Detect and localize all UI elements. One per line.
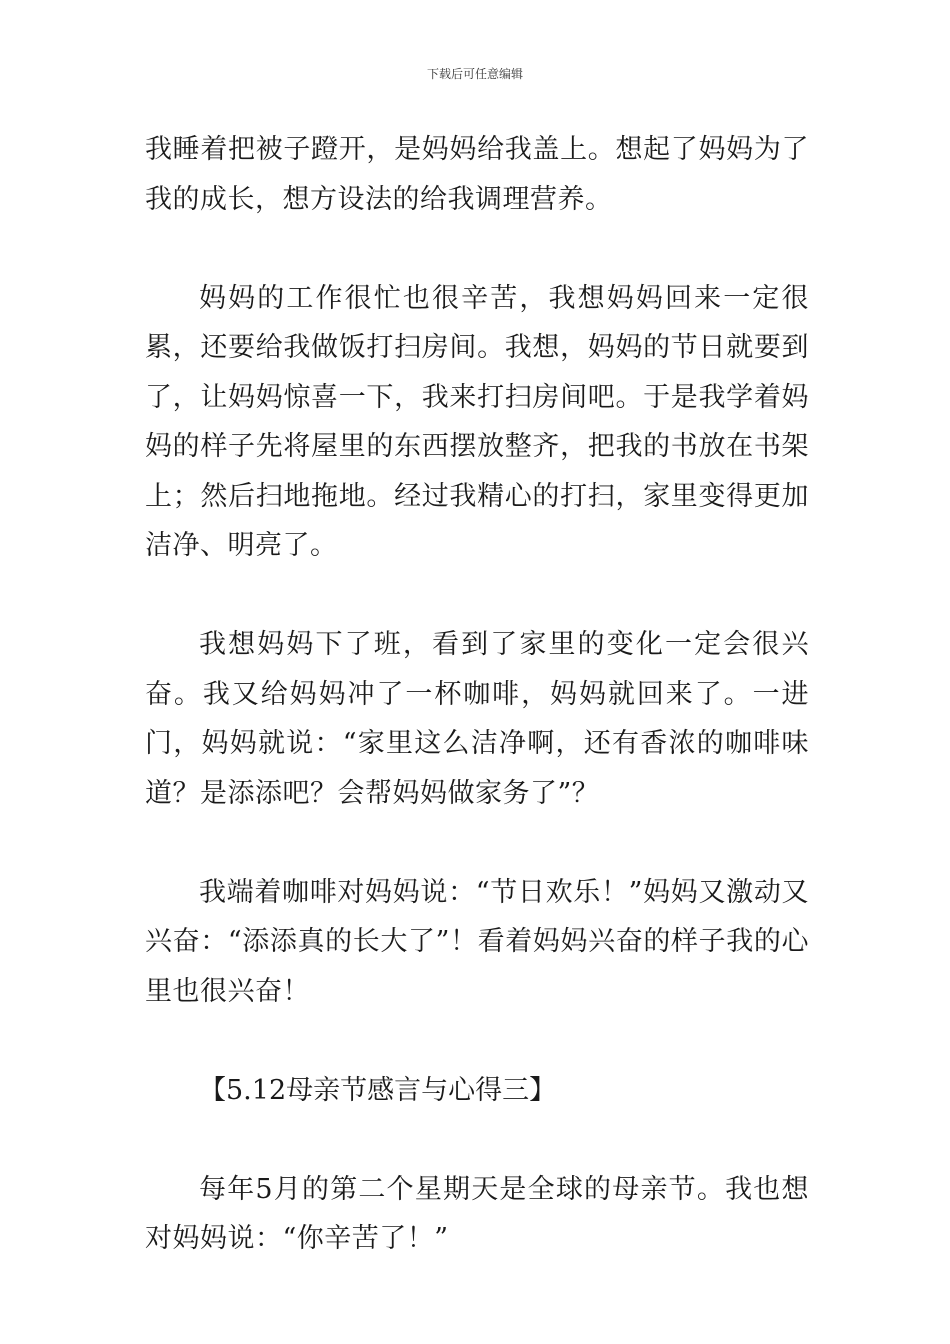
closing-paragraph: 每年5月的第二个星期天是全球的母亲节。我也想对妈妈说：“你辛苦了！” [145,1173,809,1254]
paragraph-gap [145,1016,809,1066]
paragraph-2: 妈妈的工作很忙也很辛苦，我想妈妈回来一定很累，还要给我做饭打扫房间。我想，妈妈的节日就要到了，让妈妈惊喜一下，我来打扫房间吧。于是我学着妈妈的样子先将屋里的东西摆放整齐，把我的书放在书架上；然后扫地拖地。经过我精心的打扫，家里变得更加洁净、明亮了。 [145,282,809,561]
paragraph-gap [145,818,809,868]
paragraph-gap [145,571,809,621]
paragraph-1: 我睡着把被子蹬开，是妈妈给我盖上。想起了妈妈为了我的成长，想方设法的给我调理营养。 [145,134,809,215]
document-body [145,125,809,1264]
paragraph-3: 我想妈妈下了班，看到了家里的变化一定会很兴奋。我又给妈妈冲了一杯咖啡，妈妈就回来了。一进门，妈妈就说：“家里这么洁净啊，还有香浓的咖啡味道？是添添吧？会帮妈妈做家务了”？ [145,629,809,809]
paragraph-gap [145,224,809,274]
page-header: 下载后可任意编辑 [426,67,523,81]
section-heading: 【5.12母亲节感言与心得三】 [199,1074,557,1106]
paragraph-4: 我端着咖啡对妈妈说：“节日欢乐！”妈妈又激动又兴奋：“添添真的长大了”！看着妈妈兴奋的样子我的心里也很兴奋！ [145,876,809,1007]
paragraph-gap [145,1115,809,1165]
